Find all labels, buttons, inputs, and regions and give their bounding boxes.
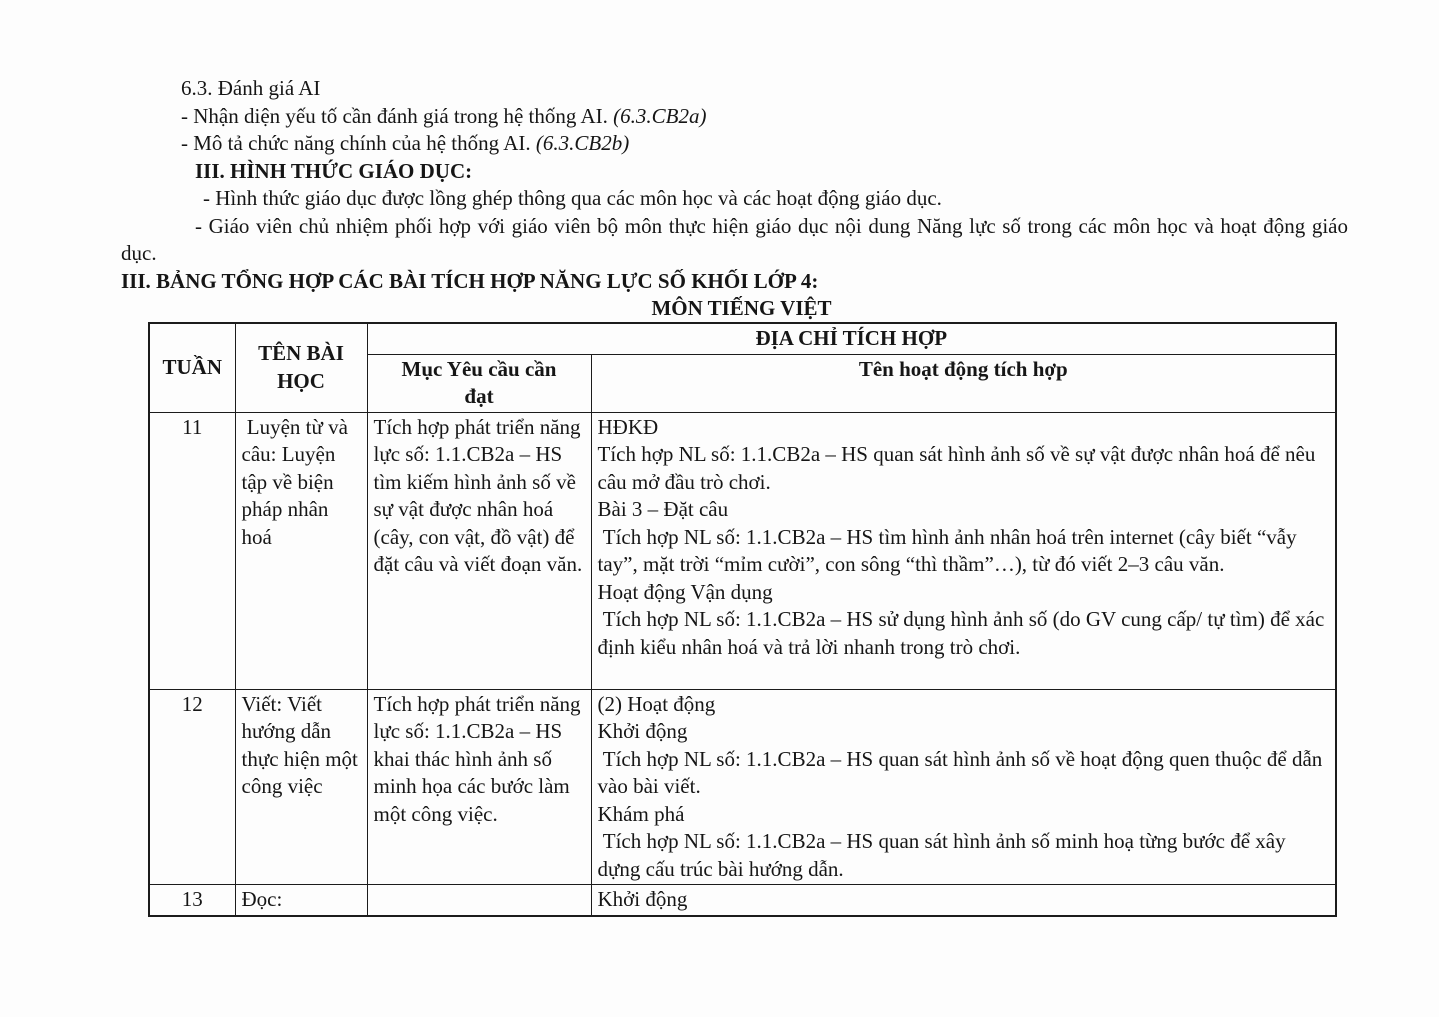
activity-paragraph: Tích hợp NL số: 1.1.CB2a – HS quan sát hình ảnh số minh hoạ từng bước để xây dựng cấu trúc bài hướng dẫn.	[597, 829, 1291, 881]
subject-title: MÔN TIẾNG VIỆT	[651, 296, 832, 320]
cell-objective	[367, 885, 591, 916]
col-header-lesson: TÊN BÀI HỌC	[235, 323, 367, 412]
cell-week: 11	[149, 412, 235, 689]
lesson-text: Đọc:	[241, 887, 283, 911]
cell-activity	[591, 689, 1336, 885]
activity-paragraph: Khởi động	[597, 887, 688, 911]
activity-paragraph: Tích hợp NL số: 1.1.CB2a – HS tìm hình ảnh nhân hoá trên internet (cây biết “vẫy tay”, mặt trời “mỉm cười”, con sông “thì thầm”…), từ đó viết 2–3 câu văn.	[597, 524, 1302, 576]
bullet-ai-criteria-code: (6.3.CB2a)	[613, 103, 707, 128]
integration-table	[148, 322, 1337, 917]
col-header-address: ĐỊA CHỈ TÍCH HỢP	[367, 323, 1336, 354]
activity-paragraph: HĐKĐ	[597, 414, 659, 439]
heading-6-3: 6.3. Đánh giá AI	[181, 76, 321, 100]
cell-objective	[367, 412, 591, 689]
cell-lesson	[235, 689, 367, 885]
bullet-ai-function-text: - Mô tả chức năng chính của hệ thống AI.	[181, 131, 536, 155]
cell-activity	[591, 412, 1336, 689]
bullet-ai-criteria	[121, 103, 1348, 131]
lesson-text: Viết: Viết hướng dẫn thực hiện một công việc	[241, 691, 364, 798]
table-header-row-1	[149, 323, 1336, 354]
table-row-week-12	[149, 689, 1336, 885]
table-row-week-13	[149, 885, 1336, 916]
col-header-objective	[367, 354, 591, 412]
table-row-week-11	[149, 412, 1336, 689]
bullet-ai-criteria-text: - Nhận diện yếu tố cần đánh giá trong hệ thống AI.	[181, 103, 614, 128]
activity-paragraph: Tích hợp NL số: 1.1.CB2a – HS quan sát hình ảnh số về hoạt động quen thuộc để dẫn vào bài viết.	[597, 746, 1328, 798]
activity-paragraph: Tích hợp NL số: 1.1.CB2a – HS quan sát hình ảnh số về sự vật được nhân hoá để nêu câu mở đầu trò chơi.	[597, 442, 1321, 494]
document-body	[121, 75, 1348, 323]
heading-education-form: III. HÌNH THỨC GIÁO DỤC:	[195, 158, 473, 183]
activity-paragraph: Bài 3 – Đặt câu	[597, 497, 729, 521]
cell-week: 13	[149, 885, 235, 916]
col-header-week: TUẦN	[149, 323, 235, 412]
cell-lesson	[235, 885, 367, 916]
objective-text: Tích hợp phát triển năng lực số: 1.1.CB2a – HS tìm kiếm hình ảnh số về sự vật được nhân hoá (cây, con vật, đồ vật) để đặt câu và viết đoạn văn.	[373, 414, 586, 576]
cell-activity	[591, 885, 1336, 916]
bullet-education-form-2: - Giáo viên chủ nhiệm phối hợp với giáo viên bộ môn thực hiện giáo dục nội dung Năng lực số trong các môn học và hoạt động giáo dục.	[121, 213, 1348, 265]
activity-paragraph: (2) Hoạt động	[597, 691, 716, 716]
cell-week: 12	[149, 689, 235, 885]
bullet-ai-function	[121, 130, 1348, 158]
cell-lesson	[235, 412, 367, 689]
col-header-objective-label: Mục Yêu cầu cần đạt	[401, 356, 557, 408]
activity-paragraph: Khởi động	[597, 719, 688, 743]
activity-paragraph: Tích hợp NL số: 1.1.CB2a – HS sử dụng hình ảnh số (do GV cung cấp/ tự tìm) để xác định kiểu nhân hoá và trả lời nhanh trong trò chơi.	[597, 607, 1330, 659]
activity-paragraph: Hoạt động Vận dụng	[597, 579, 773, 604]
cell-objective	[367, 689, 591, 885]
objective-text: Tích hợp phát triển năng lực số: 1.1.CB2a – HS khai thác hình ảnh số minh họa các bước làm một công việc.	[373, 691, 586, 826]
activity-paragraph: Khám phá	[597, 801, 685, 826]
bullet-ai-function-code: (6.3.CB2b)	[535, 131, 630, 155]
section-heading: III. BẢNG TỔNG HỢP CÁC BÀI TÍCH HỢP NĂNG LỰC SỐ KHỐI LỚP 4:	[121, 268, 819, 293]
lesson-text: Luyện từ và câu: Luyện tập về biện pháp nhân hoá	[241, 414, 354, 549]
col-header-activity: Tên hoạt động tích hợp	[591, 354, 1336, 412]
bullet-education-form-1: - Hình thức giáo dục được lồng ghép thông qua các môn học và các hoạt động giáo dục.	[203, 186, 942, 210]
